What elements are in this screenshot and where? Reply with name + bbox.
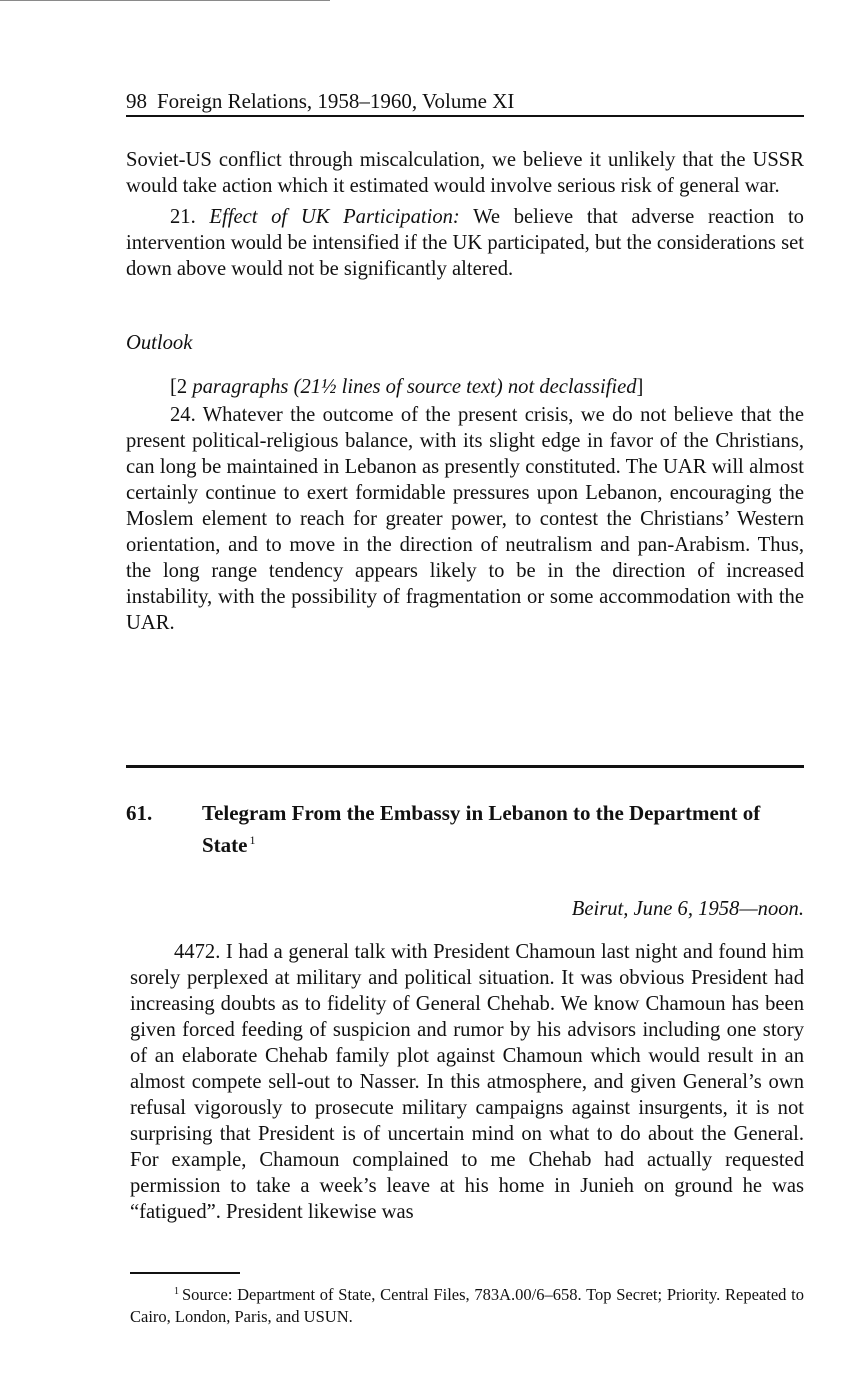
document-page bbox=[126, 88, 804, 1326]
document-title: Telegram From the Embassy in Lebanon to the Department of State bbox=[202, 801, 761, 857]
redaction-close: ] bbox=[636, 376, 644, 398]
dateline: Beirut, June 6, 1958—noon. bbox=[571, 898, 804, 920]
footnote bbox=[130, 1281, 804, 1328]
continued-section bbox=[126, 147, 804, 282]
telegram-paragraph: 4472. I had a general talk with President Chamoun last night and found him sorely perplexed at military and political situation. It was obvious President had increasing doubts as to fidelity of General Chehab. We know Chamoun has been given forced feeding of suspicion and rumor by his advisors including one story of an elaborate Chehab family plot against Chamoun which would result in an almost compete sell-out to Nasser. In this atmosphere, and given General’s own refusal vigorously to prosecute military campaigns against insurgents, it is not surprising that President is of uncertain mind on what to do about the General. For example, Chamoun complained to me Chehab had actually requested permission to take a week’s leave at his home in Junieh on ground he was “fatigued”. President likewise was bbox=[130, 941, 804, 1223]
document-number: 61. bbox=[126, 801, 153, 825]
section-divider bbox=[126, 765, 804, 768]
telegram-body bbox=[130, 939, 804, 1225]
outlook-heading: Outlook bbox=[126, 332, 193, 354]
footnote-rule bbox=[130, 1272, 240, 1274]
scan-edge-line bbox=[0, 0, 330, 1]
redaction-note bbox=[170, 374, 643, 400]
title-footnote-marker: 1 bbox=[249, 833, 256, 847]
paragraph-21-heading: Effect of UK Participation: bbox=[209, 206, 460, 228]
paragraph-24: 24. Whatever the outcome of the present crisis, we do not believe that the present political-religious balance, with its slight edge in favor of the Christians, can long be maintained in Lebanon as presently constituted. The UAR will almost certainly continue to exert formidable pressures upon Lebanon, encouraging the Moslem element to reach for greater power, to contest the Christians’ Western orientation, and to move in the direction of neutralism and pan-Arabism. Thus, the long range tendency appears likely to be in the direction of increased instability, with the possibility of fragmentation or some accommodation with the UAR. bbox=[126, 404, 804, 634]
running-title: Foreign Relations, 1958–1960, Volume XI bbox=[157, 89, 515, 113]
page-number: 98 bbox=[126, 89, 147, 113]
redaction-italic: paragraphs (21½ lines of source text) not declassified bbox=[192, 376, 637, 398]
footnote-text: Source: Department of State, Central Files, 783A.00/6–658. Top Secret; Priority. Repeated to Cairo, London, Paris, and USUN. bbox=[130, 1285, 804, 1326]
paragraph-21-lead: 21. bbox=[170, 206, 210, 228]
paragraph-21-text: We believe that adverse reaction to intervention would be intensified if the UK participated, but the considerations set down above would not be significantly altered. bbox=[126, 206, 804, 280]
running-header bbox=[126, 88, 804, 117]
redaction-open: [2 bbox=[170, 376, 193, 398]
continuation-paragraph: Soviet-US conflict through miscalculation, we believe it unlikely that the USSR would take action which it estimated would involve serious risk of general war. bbox=[126, 149, 804, 197]
paragraph-21 bbox=[126, 204, 804, 282]
outlook-section bbox=[126, 402, 804, 636]
footnote-marker: 1 bbox=[174, 1286, 179, 1297]
document-heading bbox=[126, 800, 804, 859]
